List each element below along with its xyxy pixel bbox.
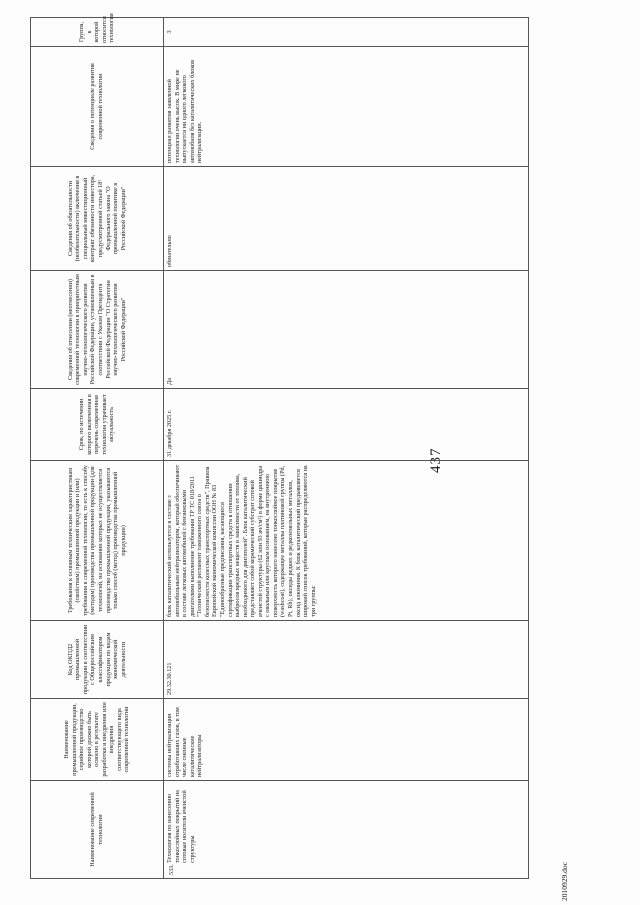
cell-priority: Да [164,271,529,389]
technology-name: Технология по нанесению тонкослойных покрытий на сотовые носители ячеистой структуры [166,790,196,863]
table-header-row [31,18,164,879]
page-number: 437 [428,447,444,473]
header-okpd: Код ОКПД2 промышленной продукции в соответствии с Общероссийским классификатором продукции по видам экономической деятельности [31,621,164,699]
cell-potential: потенциал развития заявленной технологии очень высок. В мире не выпускается ни одного легкового автомобиля без каталитических блоков нейтрализации. [164,47,529,167]
header-product: Наименование промышленной продукции, серийное производство которой должно быть освоено в результате разработки и внедрения или внедрения соответствующего вида современной технологии [31,699,164,781]
cell-obligation: обязательно [164,167,529,271]
header-group: Группа, к которой относится технология [31,18,164,47]
header-obligation: Сведения об обязательности (необязательности) включения в специальный инвестиционный контракт обязанности инвестора, предусмотренной статьей 18¹ Федерального закона "О промышленной политике в Российской Федерации" [31,167,164,271]
technology-table [30,13,529,879]
table-row [164,18,529,879]
cell-requirements: блок каталитический используется в составе с автомобильным нейтрализатором, который обеспечивают в составе легковых автомобилей с бензиновыми двигателями выполнение требования ТР ТС 018/2011 "Технический регламент таможенного союза о безопасности колесных транспортных средств", Правила Европейской экономической комиссии ООН № 83 "Единообразные предписания, касающиеся сертификации транспортных средств в отношении выбросов вредных веществ в зависимости от топлива, необходимого для двигателей". Блок каталитический представляет собой керамический субстрат сотовой ячеистой структуры (62 или 93 яч/см²) в форме цилиндра с овальным или круглым основанием, на внутреннюю поверхность которого нанесено тонкослойное покрытие (washcoat), содержащее металлы платиновой группы (Pd, Pt, Rh), оксиды редких и редкоземельных металлов, оксид алюминия. К блок каталитический предъявляется широкий список требований, которые распределяются на три группы: [164,461,529,621]
header-priority: Сведения об отнесении (неотнесении) современной технологии к приоритетным научно-технологического развития Российской Федерации, установленным в соответствии с Указом Президента Российской Федерации "О Стратегии научно-технологического развития Российской Федерации" [31,271,164,389]
cell-deadline: 31 декабря 2025 г. [164,389,529,461]
cell-group: 3 [164,18,529,47]
header-deadline: Срок, по истечении которого включенная в перечень современная технология утрачивает актуальность [31,389,164,461]
row-number: 533. [168,864,175,875]
cell-product: системы нейтрализации отработавших газов, в том числе сменные каталитические нейтрализаторы [164,699,529,781]
header-potential: Сведения о потенциале развития современной технологии [31,47,164,167]
header-requirements: Требования к основным техническим характеристикам (свойствам) промышленной продукции и (или) требования к современной технологии, то есть к способу (методам) производства промышленной продукции (для технологий, на основании которых не осуществляется производство промышленной продукции, указываются только способ (метод) производства промышленной продукции) [31,461,164,621]
file-name: 2010929.doc [560,862,569,901]
header-name: Наименование современной технологии [31,781,164,879]
cell-name [164,781,529,879]
cell-okpd: 29.32.30.121 [164,621,529,699]
